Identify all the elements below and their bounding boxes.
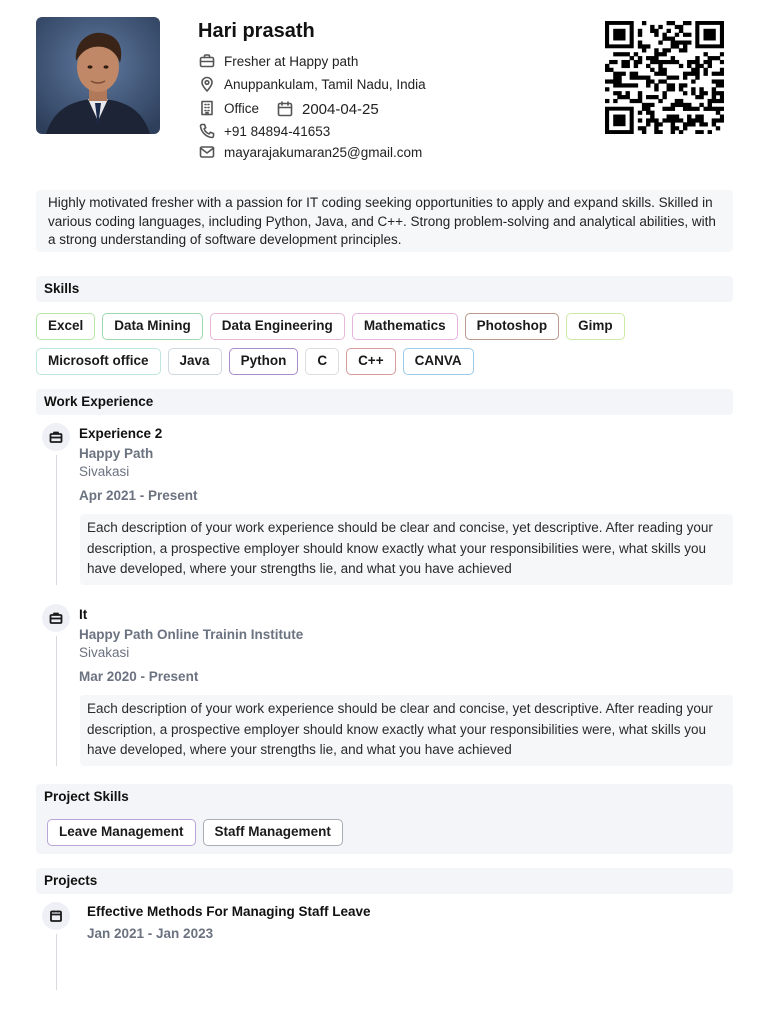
skill-chip: Gimp (566, 313, 625, 340)
profile-workplace: Office (224, 100, 260, 116)
project-item-1-dates: Jan 2021 - Jan 2023 (87, 926, 214, 941)
skill-chip: Microsoft office (36, 348, 161, 375)
work-item-1-company: Happy Path (79, 446, 154, 461)
briefcase-icon (198, 52, 216, 70)
profile-location: Anuppankulam, Tamil Nadu, India (224, 76, 426, 92)
work-item-2-company: Happy Path Online Trainin Institute (79, 627, 304, 642)
info-workplace (198, 99, 259, 117)
skill-chip: Mathematics (352, 313, 458, 340)
skill-chip: Photoshop (465, 313, 560, 340)
mail-icon (198, 143, 216, 161)
skill-chip: C++ (346, 348, 396, 375)
profile-email[interactable]: mayarajakumaran25@gmail.com (224, 144, 423, 160)
work-item-2-description: Each description of your work experience should be clear and concise, yet descriptive. After reading your description, a prospective employer should know exactly what your responsibilities were, what skills you have developed, where your strengths lie, and what you have achieved (80, 695, 733, 766)
info-dob (276, 100, 379, 118)
skill-chip: Data Engineering (210, 313, 345, 340)
work-item-1-dates: Apr 2021 - Present (79, 488, 198, 503)
work-item-2-timeline (56, 636, 57, 766)
work-item-1-briefcase-icon (42, 423, 70, 451)
work-item-1-location: Sivakasi (79, 464, 130, 479)
project-item-1-title: Effective Methods For Managing Staff Leave (87, 904, 371, 919)
work-item-2-dates: Mar 2020 - Present (79, 669, 199, 684)
summary-text: Highly motivated fresher with a passion for IT coding seeking opportunities to apply and expand skills. Skilled in various coding languages, including Python, Java, and C++. Strong problem-solving and analytical abilities, with a strong understanding of software development principles. (36, 190, 733, 252)
project-item-1-calendar-icon (42, 902, 70, 930)
qr-code (605, 21, 724, 134)
info-phone (198, 122, 330, 140)
building-icon (198, 99, 216, 117)
project-skill-chip: Leave Management (47, 819, 196, 846)
work-experience-heading: Work Experience (36, 389, 733, 415)
info-email (198, 143, 422, 161)
work-item-1-title: Experience 2 (79, 426, 163, 441)
work-item-2-location: Sivakasi (79, 645, 130, 660)
project-skill-chip: Staff Management (203, 819, 343, 846)
phone-icon (198, 122, 216, 140)
profile-photo (36, 17, 160, 134)
project-skills-list (47, 819, 747, 846)
skill-chip: Python (229, 348, 299, 375)
profile-dob: 2004-04-25 (302, 100, 379, 118)
work-item-1-description: Each description of your work experience should be clear and concise, yet descriptive. After reading your description, a prospective employer should know exactly what your responsibilities were, what skills you have developed, where your strengths lie, and what you have achieved (80, 514, 733, 585)
project-item-1-timeline (56, 934, 57, 990)
work-item-2-briefcase-icon (42, 604, 70, 632)
info-title (198, 52, 358, 70)
profile-phone[interactable]: +91 84894-41653 (224, 123, 331, 139)
work-item-1-timeline (56, 455, 57, 585)
profile-title: Fresher at Happy path (224, 53, 359, 69)
calendar-icon (276, 100, 294, 118)
skill-chip: C (305, 348, 339, 375)
project-skills-heading: Project Skills (44, 789, 129, 804)
qr-code-image (605, 21, 724, 134)
skills-list (36, 313, 736, 375)
skill-chip: Data Mining (102, 313, 203, 340)
profile-photo-image (36, 17, 160, 134)
skill-chip: Excel (36, 313, 95, 340)
skill-chip: CANVA (403, 348, 474, 375)
info-location (198, 75, 426, 93)
work-item-2-title: It (79, 607, 88, 622)
skills-heading: Skills (36, 276, 733, 302)
projects-heading: Projects (36, 868, 733, 894)
profile-name: Hari prasath (198, 20, 315, 42)
skill-chip: Java (168, 348, 222, 375)
location-pin-icon (198, 75, 216, 93)
